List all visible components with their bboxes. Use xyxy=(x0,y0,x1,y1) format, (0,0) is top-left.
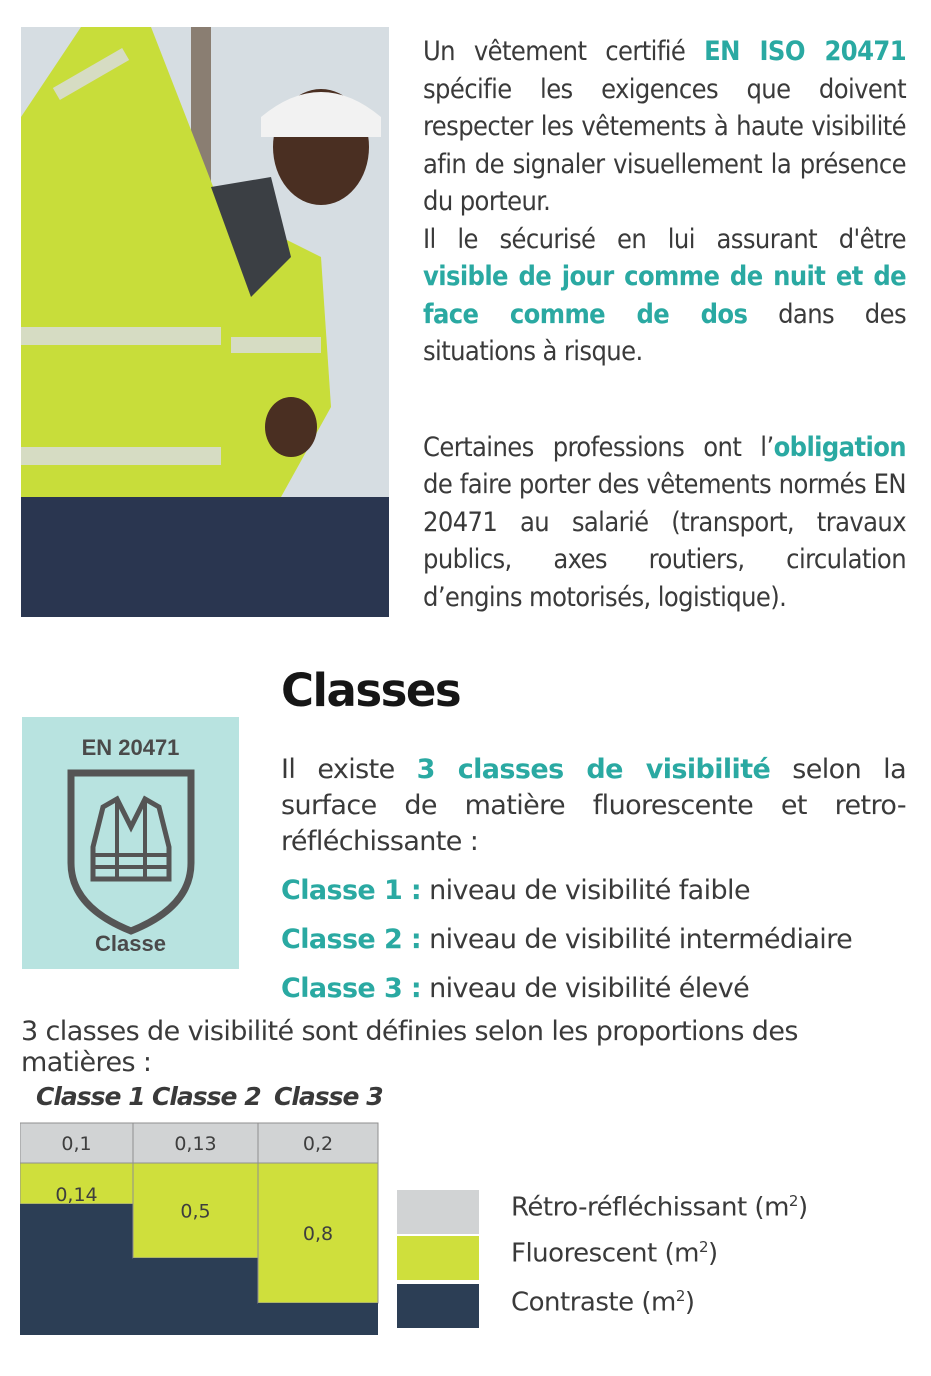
obligation-highlight: obligation xyxy=(773,431,906,463)
intro-p1-text-end: spécifie les exigences que doivent respecter les vêtements à haute visibilité afin de signaler visuellement la présence du porteur. xyxy=(423,73,906,217)
intro-paragraph-3 xyxy=(423,429,906,617)
intro-paragraph-2 xyxy=(423,221,906,371)
intro-p3-text-end: de faire porter des vêtements normés EN 20471 au salarié (transport, travaux publics, axes routiers, circulation d’engins motorisés, logistique). xyxy=(423,469,906,613)
classes-count-highlight: 3 classes de visibilité xyxy=(416,754,771,785)
chart-category-label: Classe 2 xyxy=(152,1082,261,1111)
classes-intro-text: Il existe xyxy=(281,754,417,785)
classes-text xyxy=(281,752,906,1007)
class-1-label: Classe 1 : xyxy=(281,875,422,906)
class-2-line xyxy=(281,922,906,958)
summary-text: 3 classes de visibilité sont définies selon les proportions des matières : xyxy=(21,1016,798,1078)
classes-heading: Classes xyxy=(281,664,461,717)
legend-swatch-fluo xyxy=(397,1236,479,1280)
classes-intro xyxy=(281,752,906,860)
visibility-highlight: visible de jour comme de nuit et de face comme de dos xyxy=(423,261,906,330)
intro-p1-text: Un vêtement certifié xyxy=(423,36,705,67)
bar-contraste xyxy=(258,1303,378,1335)
class-1-line xyxy=(281,873,906,909)
visibility-class-chart xyxy=(20,1078,380,1338)
class-2-label: Classe 2 : xyxy=(281,924,422,955)
legend-label-retro: Rétro-réfléchissant $(m^2)$ xyxy=(511,1192,808,1223)
data-label-fluo: 0,5 xyxy=(180,1200,211,1223)
intro-p3-text: Certaines professions ont l’ xyxy=(423,431,774,463)
legend-label-fluo: Fluorescent $(m^2)$ xyxy=(511,1238,718,1269)
en20471-badge xyxy=(22,717,239,969)
class-3-text: niveau de visibilité élevé xyxy=(421,973,750,1004)
bar-contraste xyxy=(20,1204,133,1335)
vest-shield-icon xyxy=(65,767,197,937)
data-label-retro: 0,13 xyxy=(174,1133,217,1155)
badge-norm-label: EN 20471 xyxy=(81,735,180,760)
legend-label-contraste: Contraste $(m^2)$ xyxy=(511,1287,695,1318)
intro-paragraph-1 xyxy=(423,33,906,221)
worker-photo xyxy=(21,27,389,617)
bar-contraste xyxy=(133,1258,258,1335)
intro-p2-text-end: dans des situations à risque. xyxy=(423,298,907,367)
chart-category-label: Classe 3 xyxy=(274,1082,383,1111)
intro-p2-text: Il le sécurisé en lui assurant d'être xyxy=(423,223,906,255)
legend-swatch-contraste xyxy=(397,1284,479,1328)
classes-intro-text-end: selon la surface de matière fluorescente et retro-réfléchissante : xyxy=(281,754,907,857)
data-label-retro: 0,2 xyxy=(302,1133,334,1155)
data-label-fluo: 0,8 xyxy=(302,1223,334,1245)
class-2-text: niveau de visibilité intermédiaire xyxy=(421,924,853,955)
class-3-line xyxy=(281,971,906,1007)
chart-category-label: Classe 1 xyxy=(36,1082,145,1111)
class-1-text: niveau de visibilité faible xyxy=(421,875,750,906)
intro-text xyxy=(423,33,906,616)
data-label-fluo: 0,14 xyxy=(55,1184,98,1206)
legend-swatch-retro xyxy=(397,1190,479,1234)
data-label-retro: 0,1 xyxy=(61,1133,92,1155)
badge-class-label: Classe xyxy=(95,931,166,956)
norm-highlight: EN ISO 20471 xyxy=(704,36,907,67)
class-3-label: Classe 3 : xyxy=(281,973,422,1004)
